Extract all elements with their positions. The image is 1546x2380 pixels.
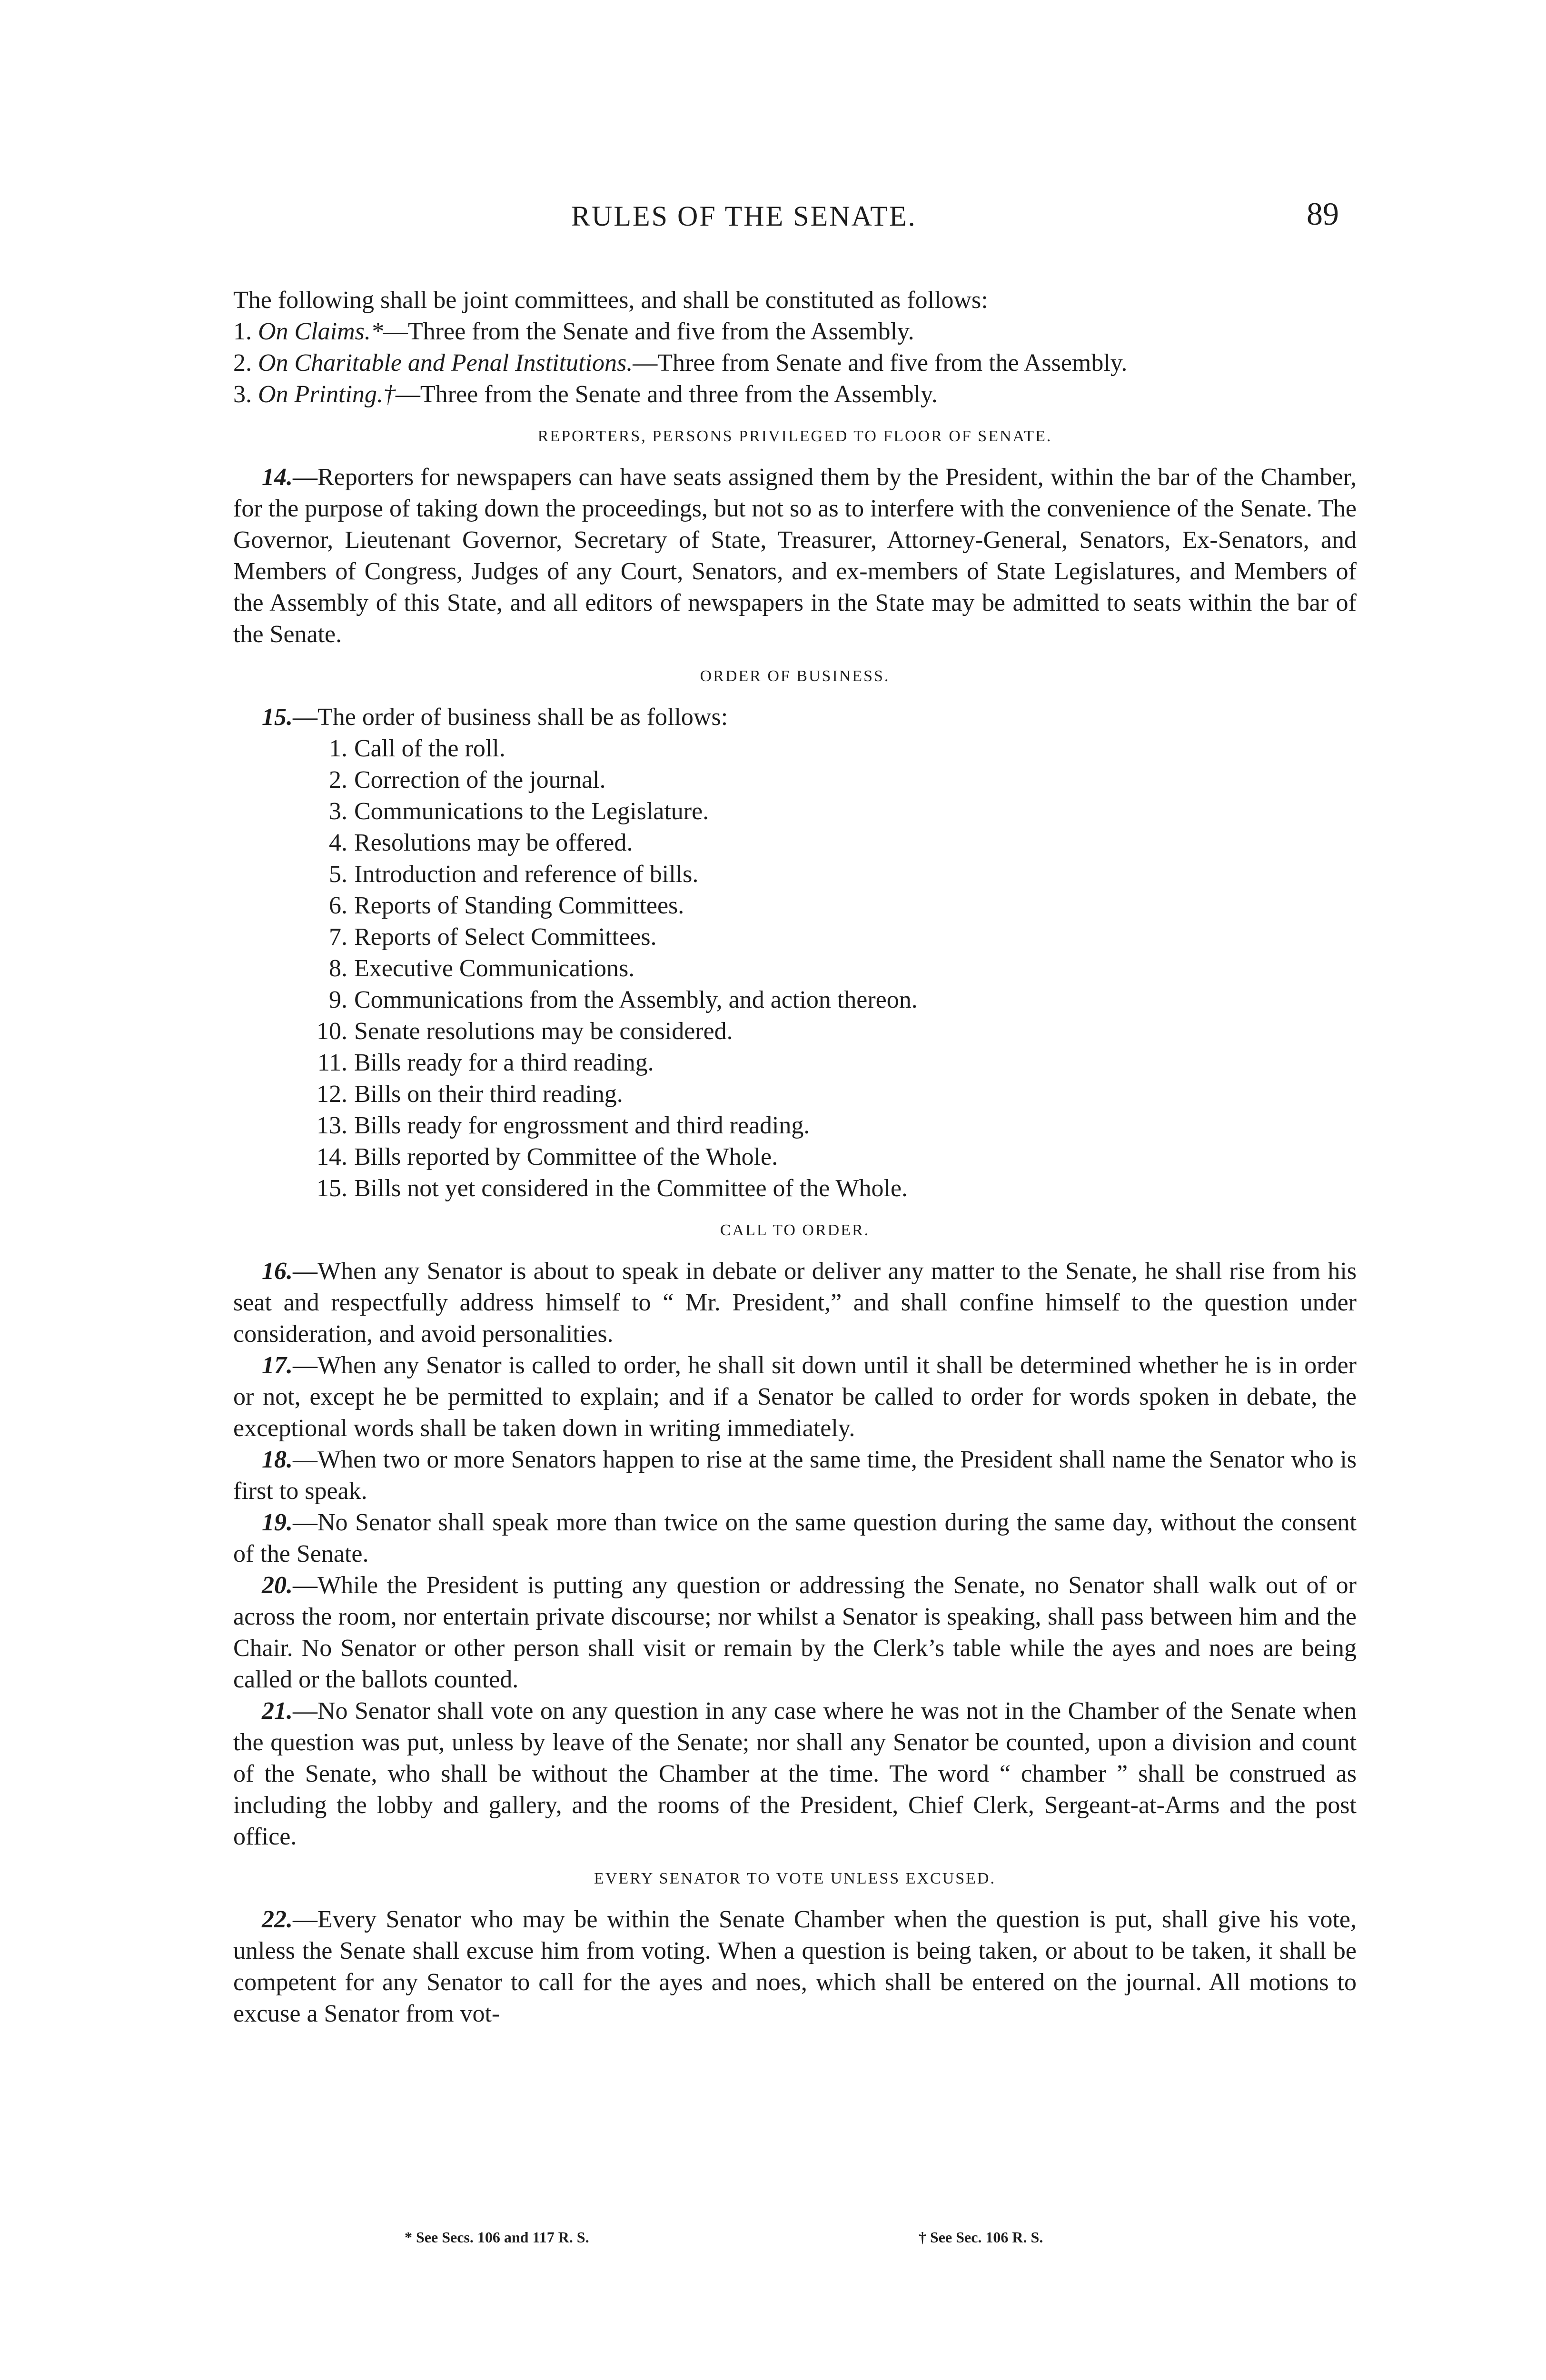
list-item — [314, 1016, 1357, 1047]
section-heading-order-of-business: ORDER OF BUSINESS. — [700, 667, 890, 685]
list-item — [314, 1079, 1357, 1110]
section-heading-every-senator-to-vote: EVERY SENATOR TO VOTE UNLESS EXCUSED. — [594, 1870, 996, 1887]
list-item-text: Correction of the journal. — [354, 766, 606, 793]
list-item-number: 3. — [329, 798, 347, 825]
rule-14 — [233, 462, 1357, 650]
list-item-text: Introduction and reference of bills. — [354, 861, 699, 888]
list-item-number: 10. — [317, 1018, 347, 1045]
list-item-text: Resolutions may be offered. — [354, 829, 633, 856]
list-item-text: Bills ready for a third reading. — [354, 1049, 654, 1076]
list-item — [314, 953, 1357, 984]
list-item — [314, 922, 1357, 953]
rule-text: —While the President is putting any question or addressing the Senate, no Senator shall walk out of or across the room, nor entertain private discourse; nor whilst a Senator is speaking, shall pass between him and the Chair. No Senator or other person shall visit or remain by the Clerk’s table while the ayes and noes are being called or the ballots counted. — [233, 1572, 1357, 1693]
list-item — [314, 1141, 1357, 1173]
section-heading-call-to-order: CALL TO ORDER. — [720, 1221, 870, 1239]
running-head: RULES OF THE SENATE. — [571, 200, 917, 232]
list-item — [314, 1173, 1357, 1204]
footnote-first: * See Secs. 106 and 117 R. S. — [405, 2229, 589, 2246]
rule-15 — [233, 702, 1357, 733]
list-item-text: Executive Communications. — [354, 955, 635, 982]
list-item — [314, 984, 1357, 1016]
list-item-text: Communications from the Assembly, and action thereon. — [354, 986, 918, 1013]
list-item — [314, 890, 1357, 922]
rule-22 — [233, 1904, 1357, 2030]
list-item-number: 12. — [317, 1081, 347, 1108]
list-item-text: Bills reported by Committee of the Whole. — [354, 1143, 778, 1170]
rule-number: 18. — [262, 1446, 293, 1473]
list-item-number: 5. — [329, 861, 347, 888]
rule-text: —When two or more Senators happen to rise at the same time, the President shall name the Senator who is first to speak. — [233, 1446, 1357, 1505]
list-item-text: Call of the roll. — [354, 735, 505, 762]
list-item — [314, 827, 1357, 859]
item-text: —Three from Senate and five from the Assembly. — [633, 349, 1128, 377]
list-item — [314, 859, 1357, 890]
list-item-number: 4. — [329, 829, 347, 856]
rule-text: —No Senator shall vote on any question in any case where he was not in the Chamber of the Senate when the question was put, unless by leave of the Senate; nor shall any Senator be counted, upon a division and count of the Senate, who shall be without the Chamber at the time. The word “ chamber ” shall be construed as including the lobby and gallery, and the rooms of the President, Chief Clerk, Sergeant-at-Arms and the post office. — [233, 1697, 1357, 1850]
rule-number: 21. — [262, 1697, 293, 1725]
list-item — [314, 1110, 1357, 1141]
list-item-text: Communications to the Legislature. — [354, 798, 709, 825]
joint-committee-item — [233, 347, 1357, 379]
list-item-number: 11. — [317, 1049, 347, 1076]
rule-number: 19. — [262, 1509, 293, 1536]
joint-committee-item — [233, 379, 1357, 410]
item-title: On Printing.† — [258, 381, 396, 408]
rule-number: 15. — [262, 704, 293, 731]
rule-number: 20. — [262, 1572, 293, 1599]
footnote-second: † See Sec. 106 R. S. — [919, 2229, 1043, 2246]
list-item-text: Bills ready for engrossment and third reading. — [354, 1112, 810, 1139]
list-item-text: Senate resolutions may be considered. — [354, 1018, 733, 1045]
rule-number: 22. — [262, 1906, 293, 1933]
body-text — [233, 285, 1357, 2030]
list-item-number: 6. — [329, 892, 347, 919]
rule-19 — [233, 1507, 1357, 1570]
list-item — [314, 733, 1357, 764]
rule-text: —When any Senator is called to order, he shall sit down until it shall be determined whether he is in order or not, except he be permitted to explain; and if a Senator be called to order for words spoken in debate, the exceptional words shall be taken down in writing immediately. — [233, 1352, 1357, 1442]
rule-21 — [233, 1696, 1357, 1853]
list-item-text: Reports of Select Committees. — [354, 923, 657, 951]
rule-16 — [233, 1256, 1357, 1350]
section-heading-reporters: REPORTERS, PERSONS PRIVILEGED TO FLOOR OF SENATE. — [537, 427, 1052, 445]
item-number: 1. — [233, 318, 252, 345]
list-item-text: Reports of Standing Committees. — [354, 892, 684, 919]
list-item-text: Bills not yet considered in the Committee of the Whole. — [354, 1175, 908, 1202]
rule-18 — [233, 1444, 1357, 1507]
rule-text: —Every Senator who may be within the Senate Chamber when the question is put, shall give his vote, unless the Senate shall excuse him from voting. When a question is being taken, or about to be taken, it shall be competent for any Senator to call for the ayes and noes, which shall be entered on the journal. All motions to excuse a Senator from vot- — [233, 1906, 1357, 2027]
rule-number: 14. — [262, 464, 293, 491]
rule-number: 16. — [262, 1258, 293, 1285]
list-item — [314, 764, 1357, 796]
rule-text: —Reporters for newspapers can have seats assigned them by the President, within the bar of the Chamber, for the purpose of taking down the proceedings, but not so as to interfere with the convenience of the Senate. The Governor, Lieutenant Governor, Secretary of State, Treasurer, Attorney-General, Senators, Ex-Senators, and Members of Congress, Judges of any Court, Senators, and ex-members of State Legislatures, and Members of the Assembly of this State, and all editors of newspapers in the State may be admitted to seats within the bar of the Senate. — [233, 464, 1357, 648]
rule-20 — [233, 1570, 1357, 1696]
list-item-number: 1. — [329, 735, 347, 762]
item-number: 3. — [233, 381, 252, 408]
list-item — [314, 796, 1357, 827]
list-item-number: 9. — [329, 986, 347, 1013]
list-item-number: 15. — [317, 1175, 347, 1202]
list-item-number: 13. — [317, 1112, 347, 1139]
page-number: 89 — [1307, 196, 1339, 232]
list-item-text: Bills on their third reading. — [354, 1081, 623, 1108]
list-item-number: 7. — [329, 923, 347, 951]
list-item-number: 8. — [329, 955, 347, 982]
item-number: 2. — [233, 349, 252, 377]
order-of-business-list — [314, 733, 1357, 1204]
rule-text: —No Senator shall speak more than twice on the same question during the same day, without the consent of the Senate. — [233, 1509, 1357, 1567]
list-item — [314, 1047, 1357, 1079]
rule-number: 17. — [262, 1352, 293, 1379]
rule-text: —The order of business shall be as follows: — [293, 704, 728, 731]
item-text: —Three from the Senate and three from the Assembly. — [395, 381, 938, 408]
item-title: On Charitable and Penal Institutions. — [258, 349, 633, 377]
item-title: On Claims.* — [258, 318, 383, 345]
list-item-number: 14. — [317, 1143, 347, 1170]
rule-text: —When any Senator is about to speak in debate or deliver any matter to the Senate, he shall rise from his seat and respectfully address himself to “ Mr. President,” and shall confine himself to the question under consideration, and avoid personalities. — [233, 1258, 1357, 1348]
rule-17 — [233, 1350, 1357, 1444]
list-item-number: 2. — [329, 766, 347, 793]
item-text: —Three from the Senate and five from the Assembly. — [383, 318, 914, 345]
joint-committees-intro: The following shall be joint committees, and shall be constituted as follows: — [233, 287, 988, 314]
joint-committee-item — [233, 316, 1357, 347]
